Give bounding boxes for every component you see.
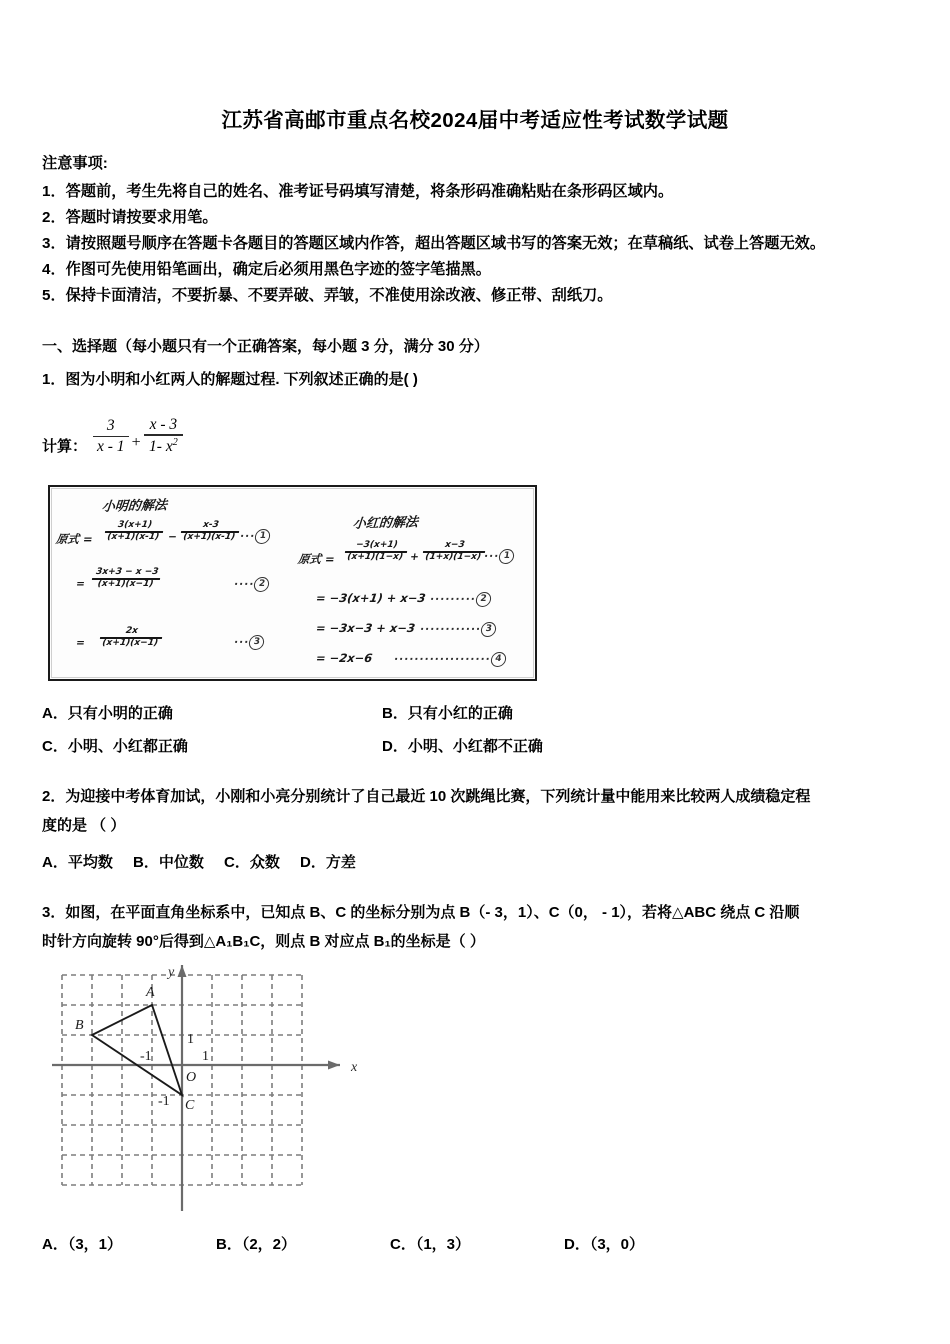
step-number-3: 3 <box>480 622 497 637</box>
xiaohong-line1-fraction-2 <box>421 541 486 563</box>
denominator: (x+1)(x−1) <box>101 637 159 648</box>
option-1-d[interactable]: D．小明、小红都不正确 <box>382 738 543 756</box>
math-operator-plus: + <box>131 433 141 451</box>
xiaohong-line3-tag <box>419 622 497 637</box>
xiaoming-line1-tag <box>239 529 271 544</box>
coordinate-plane-figure <box>52 963 392 1219</box>
question-1-options <box>42 697 908 765</box>
xiaohong-line4: = −2x−6 <box>315 650 374 665</box>
notice-item-4: 4．作图可先使用铅笔画出，确定后必须用黑色字迹的签字笔描黑。 <box>42 261 491 279</box>
xiaoming-line1-lead: 原式 = <box>55 531 94 546</box>
section-heading-choice: 一、选择题（每小题只有一个正确答案，每小题 3 分，满分 30 分） <box>42 338 489 356</box>
option-1-b[interactable]: B．只有小红的正确 <box>382 704 513 722</box>
option-2-a[interactable]: A．平均数 <box>42 853 113 871</box>
tick-label-x-negative-1: -1 <box>140 1048 152 1064</box>
xiaoming-line3-equals: = <box>75 636 86 649</box>
denominator: (1+x)(1−x) <box>424 551 482 562</box>
point-label-a: A <box>146 984 155 1000</box>
question-1-stem: 1．图为小明和小红两人的解题过程. 下列叙述正确的是( ) <box>42 371 418 389</box>
fraction-1 <box>91 417 131 456</box>
option-2-d[interactable]: D．方差 <box>300 853 356 871</box>
option-1-a[interactable]: A．只有小明的正确 <box>42 704 173 722</box>
question-3 <box>42 898 908 1254</box>
notice-list <box>42 179 908 310</box>
option-2-c[interactable]: C．众数 <box>224 853 280 871</box>
fraction-2-denominator: 1- $x^2$ <box>149 436 178 455</box>
xiaohong-line4-tag <box>393 652 507 667</box>
origin-label: O <box>186 1069 197 1085</box>
y-axis-arrow <box>178 965 187 977</box>
triangle-abc <box>92 1005 182 1095</box>
xiaohong-line1-lead: 原式 = <box>297 551 336 566</box>
xiaohong-line3: = −3x−3 + x−3 <box>315 620 417 635</box>
option-3-b[interactable]: B．（2，2） <box>216 1235 297 1253</box>
page-title: 江苏省高邮市重点名校2024届中考适应性考试数学试题 <box>221 109 729 132</box>
question-2-stem-line-1: 2．为迎接中考体育加试，小刚和小亮分别统计了自己最近 10 次跳绳比赛，下列统计量中能用来比较两人成绩稳定程 <box>42 788 811 806</box>
xiaohong-line1-tag <box>483 549 515 564</box>
xiaoming-line3-fraction <box>98 627 163 649</box>
notice-item-3: 3．请按照题号顺序在答题卡各题目的答题区域内作答，超出答题区域书写的答案无效；在草稿纸、试卷上答题无效。 <box>42 234 826 252</box>
math-expression <box>91 416 185 456</box>
leader-dots: ···· <box>233 578 256 591</box>
notice-item-1: 1．答题前，考生先将自己的姓名、准考证号码填写清楚，将条形码准确粘贴在条形码区域内。 <box>42 182 674 200</box>
tick-label-y-positive-1: 1 <box>187 1031 194 1047</box>
fraction-2-numerator: x - 3 <box>149 415 178 433</box>
question-1-expression <box>42 409 908 463</box>
xiaoming-line3-tag <box>233 635 265 650</box>
xiaohong-solution-title: 小红的解法 <box>352 514 419 532</box>
numerator: x-3 <box>202 519 220 530</box>
leader-dots: ········· <box>429 593 477 606</box>
numerator: 3(x+1) <box>117 519 153 530</box>
document-content <box>42 108 908 1254</box>
leader-dots: ··················· <box>393 653 492 666</box>
xiaoming-line2-fraction <box>90 568 162 590</box>
denominator: (x+1)(x-1) <box>182 531 236 542</box>
question-2-options <box>42 847 908 879</box>
question-3-stem-line-2: 时针方向旋转 90°后得到△A₁B₁C，则点 B 对应点 B₁的坐标是（ ） <box>42 933 485 951</box>
point-label-c: C <box>185 1097 195 1113</box>
denominator: (x+1)(x-1) <box>106 531 160 542</box>
option-2-b[interactable]: B．中位数 <box>133 853 204 871</box>
handwritten-solutions-figure <box>48 485 537 681</box>
xiaoming-line2-equals: = <box>75 577 86 590</box>
denominator: (x+1)(x−1) <box>96 578 155 589</box>
step-number-2: 2 <box>253 577 270 592</box>
option-3-d[interactable]: D．（3，0） <box>564 1235 645 1253</box>
x-axis-label: x <box>351 1059 358 1075</box>
step-number-1: 1 <box>498 549 515 564</box>
point-label-b: B <box>75 1017 84 1033</box>
xiaoming-solution-title: 小明的解法 <box>101 497 168 515</box>
question-3-options <box>42 1233 908 1254</box>
xiaoming-line2-tag <box>233 577 270 592</box>
step-number-3: 3 <box>248 635 265 650</box>
denominator: (x+1)(1−x) <box>346 551 404 562</box>
option-1-c[interactable]: C．小明、小红都正确 <box>42 738 188 756</box>
notice-item-2: 2．答题时请按要求用笔。 <box>42 208 218 226</box>
exponent: 2 <box>172 436 178 448</box>
xiaohong-line1-plus: + <box>409 550 420 563</box>
y-axis-label: y <box>168 964 175 980</box>
xiaohong-line2-tag <box>429 592 492 607</box>
leader-dots: ··· <box>233 636 251 649</box>
leader-dots: ··· <box>483 550 501 563</box>
notice-heading: 注意事项: <box>42 154 108 172</box>
calc-label: 计算： <box>42 437 88 455</box>
fraction-2 <box>142 416 186 456</box>
fraction-1-numerator: 3 <box>106 416 115 434</box>
x-axis-arrow <box>328 1060 340 1069</box>
xiaohong-line2: = −3(x+1) + x−3 <box>315 590 427 605</box>
question-2-stem-line-2: 度的是 （ ） <box>42 817 126 835</box>
tick-label-y-negative-1: -1 <box>158 1093 170 1109</box>
question-3-stem-line-1: 3．如图，在平面直角坐标系中，已知点 B、C 的坐标分别为点 B（- 3，1）、C（0， - 1），若将△ABC 绕点 C 沿顺 <box>42 904 800 922</box>
numerator: x−3 <box>444 539 466 550</box>
coordinate-plane-svg <box>52 963 392 1219</box>
leader-dots: ············ <box>419 623 482 636</box>
numerator: 3x+3 − x −3 <box>95 566 160 577</box>
xiaoming-line1-fraction-2 <box>179 521 240 543</box>
xiaohong-line1-fraction-1 <box>343 541 408 563</box>
leader-dots: ··· <box>239 530 257 543</box>
notice-item-5: 5．保持卡面清洁，不要折暴、不要弄破、弄皱，不准使用涂改液、修正带、刮纸刀。 <box>42 287 613 305</box>
step-number-2: 2 <box>475 592 492 607</box>
numerator: 2x <box>125 625 139 636</box>
fraction-1-denominator: x - 1 <box>97 437 125 455</box>
option-3-c[interactable]: C．（1，3） <box>390 1235 471 1253</box>
xiaoming-line1-minus: − <box>167 530 178 543</box>
tick-label-x-positive-1: 1 <box>202 1048 209 1064</box>
numerator: −3(x+1) <box>355 539 399 550</box>
option-3-a[interactable]: A．（3，1） <box>42 1235 123 1253</box>
step-number-4: 4 <box>490 652 507 667</box>
question-2 <box>42 782 908 878</box>
xiaoming-line1-fraction-1 <box>103 521 164 543</box>
axes <box>52 965 340 1211</box>
step-number-1: 1 <box>254 529 271 544</box>
